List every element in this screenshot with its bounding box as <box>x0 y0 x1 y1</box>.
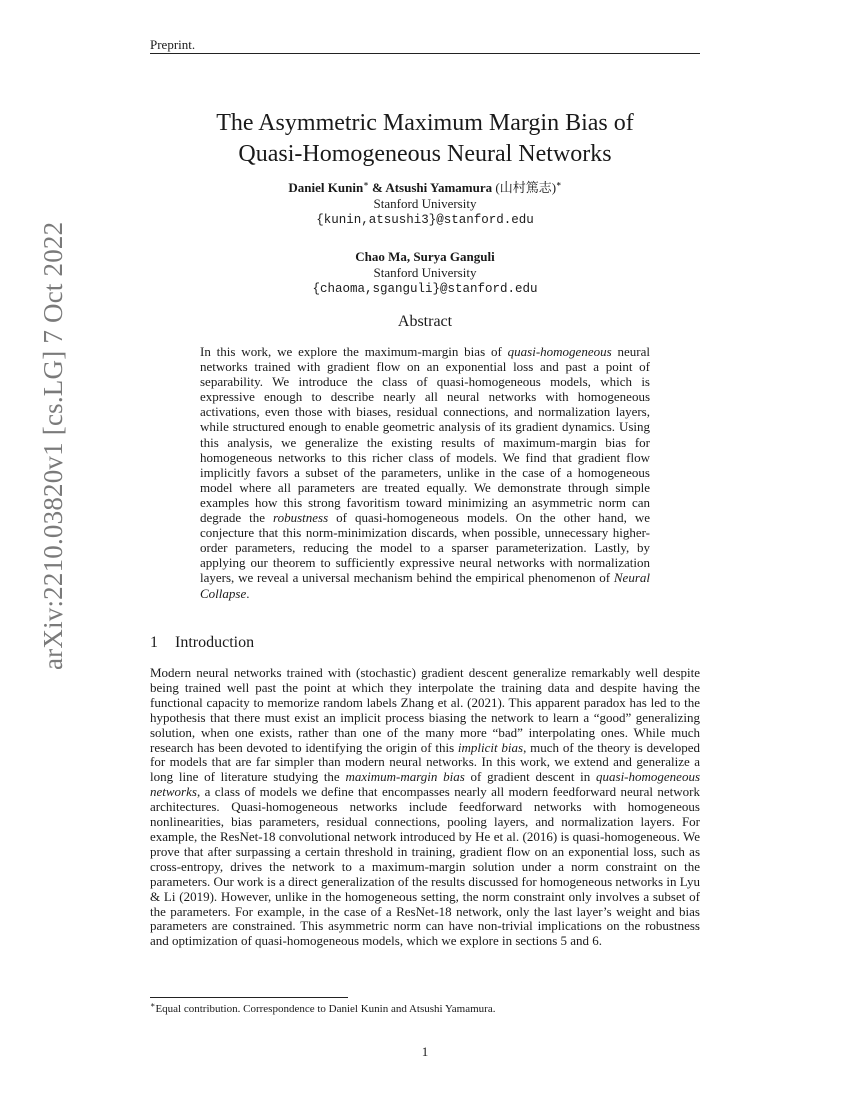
author-block-1 <box>150 180 700 228</box>
footnote: ∗Equal contribution. Correspondence to Daniel Kunin and Atsushi Yamamura. <box>150 1000 496 1015</box>
arxiv-sidebar-stamp <box>38 221 68 670</box>
paper-title-line-2: Quasi-Homogeneous Neural Networks <box>238 141 612 167</box>
section-heading-introduction <box>150 634 254 652</box>
arxiv-identifier: arXiv:2210.03820v1 [cs.LG] 7 Oct 2022 <box>38 221 68 670</box>
abstract-heading: Abstract <box>397 313 453 330</box>
affiliation-1: Stanford University <box>373 196 477 211</box>
footnote-rule <box>150 997 348 998</box>
section-title: Introduction <box>175 634 255 651</box>
header-rule <box>150 53 700 54</box>
author-names-2: Chao Ma, Surya Ganguli <box>355 249 495 264</box>
page-number: 1 <box>421 1044 429 1059</box>
abstract-body: In this work, we explore the maximum-margin bias of quasi-homogeneous neural networks trained with gradient flow on an exponential loss and past a point of separability. We introduce the class of quasi-homogeneous models, which is expressive enough to describe nearly all neural networks with homogeneous activations, even those with biases, residual connections, and normalization layers, while structured enough to enable geometric analysis of its gradient dynamics. Using this analysis, we generalize the existing results of maximum-margin bias for homogeneous networks to this richer class of models. We find that gradient flow implicitly favors a subset of the parameters, unlike in the case of a homogeneous model where all parameters are treated equally. We demonstrate through simple examples how this strong favoritism toward minimizing an asymmetric norm can degrade the robustness of quasi-homogeneous models. On the other hand, we conjecture that this norm-minimization discards, when possible, unnecessary higher-order parameters, reducing the model to a sparser parameterization. Lastly, by applying our theorem to sufficiently expressive neural networks with normalization layers, we reveal a universal mechanism behind the empirical phenomenon of Neural Collapse. <box>200 344 650 601</box>
running-header: Preprint. <box>150 37 196 52</box>
paper-title <box>150 108 700 170</box>
affiliation-2: Stanford University <box>373 265 477 280</box>
author-names-1: Daniel Kunin∗ & Atsushi Yamamura (山村篤志)∗ <box>288 179 562 195</box>
email-1: {kunin,atsushi3}@stanford.edu <box>316 213 534 227</box>
introduction-body: Modern neural networks trained with (stochastic) gradient descent generalize remarkably well despite being trained well past the point at which they interpolate the training data and despite having the functional capacity to memorize random labels Zhang et al. (2021). This apparent paradox has led to the hypothesis that there must exist an implicit process biasing the network to learn a “good” generalizing solution, when one exists, rather than one of the many more “bad” interpolating ones. While much research has been devoted to identifying the origin of this implicit bias, much of the theory is developed for models that are far simpler than modern neural networks. In this work, we extend and generalize a long line of literature studying the maximum-margin bias of gradient descent in quasi-homogeneous networks, a class of models we define that encompasses nearly all modern feedforward neural network architectures. Quasi-homogeneous networks include feedforward networks with homogeneous nonlinearities, bias parameters, residual connections, pooling layers, and normalization layers. For example, the ResNet-18 convolutional network introduced by He et al. (2016) is quasi-homogeneous. We prove that after surpassing a certain threshold in training, gradient flow on an exponential loss, such as cross-entropy, drives the network to a maximum-margin solution under a norm constraint on the parameters. Our work is a direct generalization of the results discussed for homogeneous networks in Lyu & Li (2019). However, unlike in the homogeneous setting, the norm constraint only involves a subset of the parameters. For example, in the case of a ResNet-18 network, only the last layer’s weight and bias parameters are constrained. This asymmetric norm can have non-trivial implications on the robustness and optimization of quasi-homogeneous models, which we explore in sections 5 and 6. <box>150 665 701 949</box>
author-block-2 <box>150 249 700 297</box>
section-number: 1 <box>150 634 158 651</box>
email-2: {chaoma,sganguli}@stanford.edu <box>312 282 538 296</box>
paper-title-line-1: The Asymmetric Maximum Margin Bias of <box>216 110 634 136</box>
